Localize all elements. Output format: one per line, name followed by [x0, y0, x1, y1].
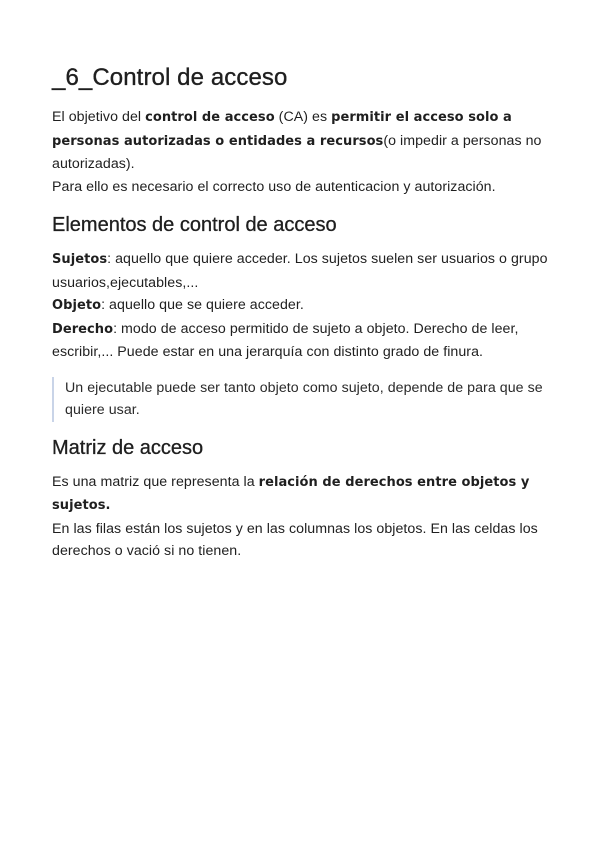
- blockquote-text: Un ejecutable puede ser tanto objeto como sujeto, depende de para que se quiere usar.: [65, 379, 543, 418]
- definition-derecho: [52, 318, 548, 364]
- page-title: _6_Control de acceso: [52, 64, 288, 91]
- definition-term: Sujetos: [52, 252, 108, 267]
- blockquote: [52, 377, 548, 422]
- matrix-paragraph: [52, 471, 548, 563]
- definition-desc: : aquello que quiere acceder. Los sujetos suelen ser usuarios o grupo usuarios,ejecutables,...: [52, 251, 548, 291]
- definition-objeto: [52, 294, 548, 318]
- matrix-line-2: En las filas están los sujetos y en las columnas los objetos. En las celdas los derechos o vació si no tienen.: [52, 520, 538, 559]
- intro-line-2: Para ello es necesario el correcto uso de autenticacion y autorización.: [52, 178, 496, 195]
- matrix-bold-1: relación de derechos entre objetos y sujetos.: [52, 474, 530, 513]
- elements-definitions: [52, 248, 548, 364]
- section-heading-matrix: Matriz de acceso: [52, 436, 204, 459]
- intro-text-1: El objetivo del: [52, 109, 146, 125]
- definition-desc: : aquello que se quiere acceder.: [101, 297, 304, 313]
- definition-sujetos: [52, 248, 548, 294]
- definition-term: Derecho: [52, 321, 114, 337]
- intro-text-2: (CA) es: [274, 109, 332, 125]
- section-heading-elements: Elementos de control de acceso: [52, 214, 337, 236]
- intro-text: [52, 106, 548, 176]
- intro-bold-2: permitir el acceso solo a personas autorizadas o entidades a recursos: [52, 110, 512, 149]
- definition-desc: : modo de acceso permitido de sujeto a objeto. Derecho de leer, escribir,... Puede estar en una jerarquía con distinto grado de finura.: [52, 320, 519, 360]
- intro-bold-1: control de acceso: [145, 110, 275, 125]
- intro-text-3: (o impedir a personas no autorizadas).: [52, 132, 542, 172]
- matrix-text: [52, 471, 548, 518]
- intro-paragraph: [52, 106, 548, 198]
- matrix-text-1: Es una matriz que representa la: [52, 473, 259, 490]
- definition-term: Objeto: [52, 298, 102, 313]
